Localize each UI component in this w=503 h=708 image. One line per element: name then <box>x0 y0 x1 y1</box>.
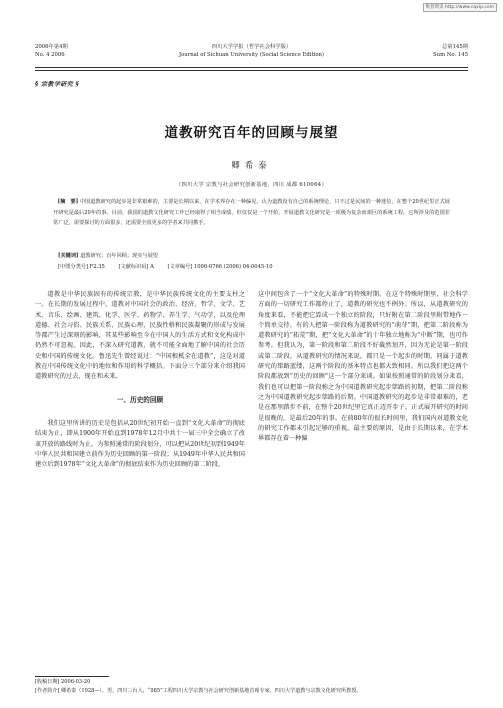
abstract-label: [摘 要] <box>57 199 79 205</box>
source-watermark: 维普资讯 http://www.cqvip.com <box>423 3 497 12</box>
body-paragraph: 我们这里所讲的历史是包括从20世纪初开始一直到“文化大革命”的彻底结束为止，即从1900年开始直到1978年12月中共十一届三中全会确立了改革开放的路线时为止。为参照通常的阶段划分，可以把从20世纪初到1949年中华人民共和国建立前作为历史回顾的第一阶段；从1949年中华人民共和国建立后到1978年“文化大革命”的彻底结束作为历史回顾的第二阶段， <box>35 419 245 469</box>
body-paragraph: 道教是中华民族固有的传统宗教，是中华民族传统文化的主要支柱之一。在长期的发展过程中，道教对中国社会的政治、经济、哲学、文学、艺术、音乐、绘画、建筑、化学、医学、药物学、养生学、气功学，以及伦理道德、社会习俗、民族关系、民族心理、民族性格和民族凝聚的形成与发展等都产生过深刻的影响，其某些影响至今在中国人的生活方式和文化构成中仍然不可忽视。因此，不深入研究道教，就不可能全面地了解中国的社会历史和中国的传统文化。鲁迅先生曾经说过：“中国根柢全在道教”，这是对道教在中国传统文化中的地位和作用的科学概括。下面分三个部分来介绍我国道教研究的过去、现在和未来。 <box>35 291 245 381</box>
header-journal: 四川大学学报（哲学社会科学版） Journal of Sichuan University (Social Science Edition) <box>179 44 324 58</box>
body-paragraph: 这中间包含了一个“文化大革命”的特殊时期。在这个特殊时期里，社会科学方面的一切研究工作都停止了，道教的研究也不例外。所以，从道教研究的角度来看，不能把它算成一个独立的阶段，只好附在第二阶段里附带地作一个简单交待。有的人把第一阶段称为道教研究的“萌芽”期，把第二阶段称为道教研究的“拓荒”期，把“文化大革命”的十年独立地称为“中断”期，也可作参考。但我认为，第一阶段和第二阶段不好截然划开，因为无论是第一阶段或第二阶段，从道教研究的情况来说，都只是一个起步的时期，同属于道教研究的筚路蓝缕，这两个阶段的基本特点也都大致相同。所以我们把这两个阶段都放到“历史的回顾”这一个部分来谈。如果按照通常的阶段划分来看，我们也可以把第一阶段称之为中国道教研究起步筚路的初期，把第二阶段称之为中国道教研究起步筚路的后期。中国道教研究的起步是非常艰难的，老是在那里踏步不前，在整个20世纪里它真正迈开步子、正式展开研究的时间是很晚的，是最后20年的事。在前80年的很长时间里，我们国内对道教文化的研究工作都未引起足够的重视。最主要的原因，是由于长期以来，在学术界都存在着一种偏 <box>258 291 468 443</box>
author-bio: [作者简介] 卿希泰（1928—），男，四川三台人，“985”工程四川大学宗教与社会研究创新基地首席专家，四川大学道教与宗教文化研究所教授。 <box>35 688 362 694</box>
abstract <box>53 197 450 229</box>
body-column-left <box>35 290 245 470</box>
keywords-text: 道教研究；百年回顾；现实与展望 <box>80 253 158 259</box>
section-label: § 宗教学研究 § <box>35 81 80 88</box>
abstract-text: 中国道教研究的起步是非常艰难的，主要是长期以来，在学术界存在一种偏见，认为道教没有自己的系统理论，只不过是民间的一种迷信，在整个20世纪里正式展开研究是最后20年的事。目前，我国的道教文化研究工作已经取得了相当成绩，但仅仅是一个开始，开展道教文化研究是一项极为复杂而艰巨的系统工程，它所涉及的范围非常广泛，需要探讨的方面很多，还需要全国更多的学者来共同携手。 <box>53 199 450 227</box>
clc-number: [中图分类号] F2.35 <box>58 264 105 270</box>
footnotes <box>35 678 468 696</box>
footnote-rule <box>35 676 109 677</box>
received-date: [收稿日期] 2006-03-20 <box>35 679 91 685</box>
body-column-right <box>258 290 468 444</box>
author-affiliation: （四川大学 宗教与社会研究创新基地，四川 成都 610064） <box>175 182 328 188</box>
header-rule <box>35 67 468 68</box>
classification-line <box>58 262 450 272</box>
keywords-label: [关键词] <box>58 253 79 259</box>
running-header <box>35 43 468 65</box>
header-sum: 总第145期 Sum No. 145 <box>433 44 468 58</box>
document-code: [文献标识码] A <box>118 264 154 270</box>
article-number: [文章编号] 1006-0766 (2006) 04-0045-10 <box>167 264 273 270</box>
section-heading: 一、历史的回顾 <box>116 395 164 404</box>
article-title: 道教研究百年的回顾与展望 <box>164 125 339 141</box>
header-rule-thin <box>35 70 468 71</box>
article-author: 卿希泰 <box>231 161 272 171</box>
keywords <box>58 251 450 261</box>
header-issue: 2006年第4期 No. 4 2006 <box>35 44 68 58</box>
